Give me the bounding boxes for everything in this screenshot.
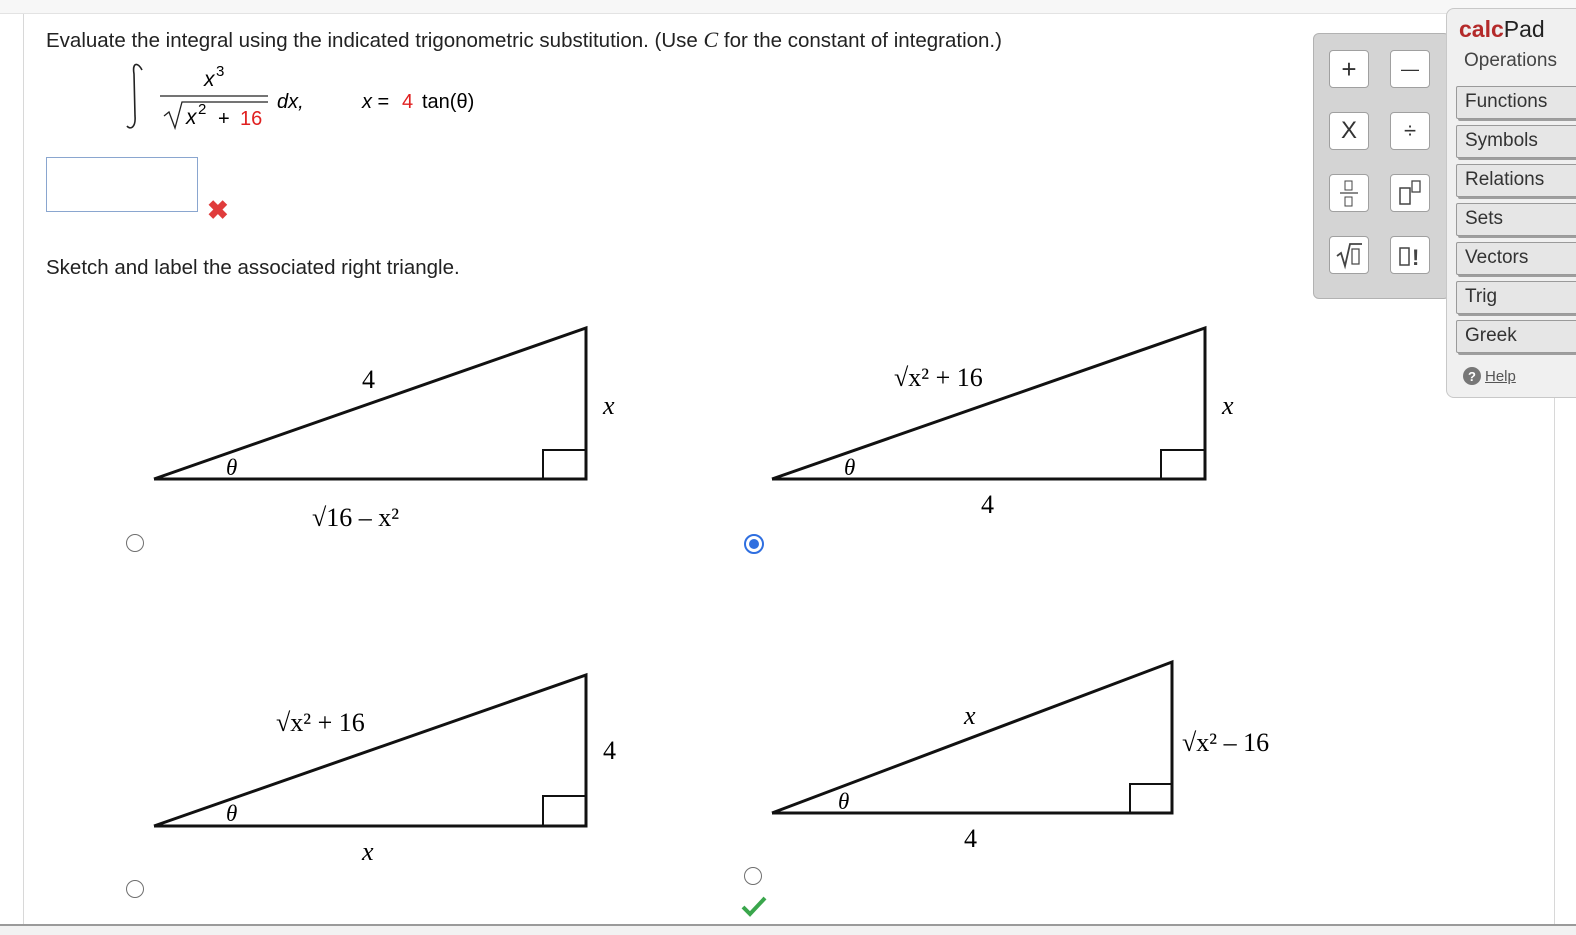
hypotenuse-label: √x² + 16 <box>276 708 365 737</box>
substitution-lhs: x = <box>362 91 390 113</box>
opposite-label: x <box>1222 391 1234 420</box>
option-3-radio[interactable] <box>126 880 144 898</box>
option-1-radio[interactable] <box>126 534 144 552</box>
top-border <box>0 0 1576 14</box>
multiply-button[interactable] <box>1329 112 1369 150</box>
math-toolbar <box>1313 33 1450 299</box>
divide-label: ÷ <box>1403 118 1417 143</box>
substitution-coef: 4 <box>402 91 414 113</box>
triangle-shape <box>154 328 586 479</box>
multiply-label: X <box>1340 117 1357 144</box>
fraction-icon <box>1337 178 1361 208</box>
triangle-shape <box>154 675 586 826</box>
differential: dx, <box>277 91 304 113</box>
answer-input[interactable] <box>46 157 198 212</box>
triangle-option-4 <box>760 650 1320 870</box>
adjacent-label: 4 <box>981 490 994 519</box>
divide-button[interactable] <box>1390 112 1430 150</box>
angle-label: θ <box>838 789 850 814</box>
adjacent-label: 4 <box>964 824 977 853</box>
triangle-option-1 <box>140 310 660 550</box>
denominator-const: 16 <box>240 108 263 130</box>
tab-vectors[interactable]: Vectors <box>1456 242 1576 275</box>
integral-svg <box>120 56 520 136</box>
svg-text:!: ! <box>1412 245 1420 270</box>
integral-sign <box>127 64 142 127</box>
sqrt-icon <box>1334 240 1364 270</box>
sketch-prompt: Sketch and label the associated right triangle. <box>46 256 460 279</box>
plus-button[interactable] <box>1329 50 1369 88</box>
right-angle-marker <box>543 450 586 479</box>
hypotenuse-label: x <box>964 701 976 730</box>
hypotenuse-label: 4 <box>362 365 375 394</box>
help-label: Help <box>1485 367 1516 385</box>
factorial-icon <box>1396 240 1424 270</box>
triangle-option-2 <box>760 310 1280 550</box>
exponent-icon <box>1397 178 1423 208</box>
tab-symbols[interactable]: Symbols <box>1456 125 1576 158</box>
denominator-plus: + <box>218 108 230 130</box>
opposite-label: √x² – 16 <box>1182 728 1270 757</box>
question-instruction: Evaluate the integral using the indicated trigonometric substitution. (Use C for the constant of integration.) <box>46 27 1002 52</box>
help-link[interactable] <box>1463 367 1516 385</box>
adjacent-label: √16 – x² <box>312 503 400 532</box>
opposite-label: x <box>603 391 615 420</box>
denominator-x: x <box>186 106 197 129</box>
right-angle-marker <box>1161 450 1205 479</box>
triangle-shape <box>772 328 1205 479</box>
fraction-button[interactable] <box>1329 174 1369 212</box>
help-icon: ? <box>1463 367 1481 385</box>
triangle-shape <box>772 662 1172 813</box>
tab-relations[interactable]: Relations <box>1456 164 1576 197</box>
plus-label: + <box>1341 53 1357 84</box>
tab-trig[interactable]: Trig <box>1456 281 1576 314</box>
option-4-radio[interactable] <box>744 867 762 885</box>
tab-greek[interactable]: Greek <box>1456 320 1576 353</box>
numerator-exponent: 3 <box>216 63 225 80</box>
sqrt-button[interactable] <box>1329 236 1369 274</box>
angle-label: θ <box>226 801 238 826</box>
calcpad-title: calcPad <box>1459 16 1545 42</box>
adjacent-label: x <box>362 837 374 866</box>
minus-button[interactable] <box>1390 50 1430 88</box>
tab-sets[interactable]: Sets <box>1456 203 1576 236</box>
incorrect-icon: ✖ <box>207 195 229 225</box>
option-2-radio[interactable] <box>744 534 764 554</box>
substitution-rhs: tan(θ) <box>422 91 475 113</box>
triangle-option-3 <box>140 660 660 880</box>
bottom-border <box>0 924 1576 935</box>
right-angle-marker <box>543 796 586 826</box>
minus-label: — <box>1401 58 1419 79</box>
right-angle-marker <box>1130 784 1172 813</box>
integral-expression <box>120 56 520 141</box>
numerator-x: x <box>204 68 215 91</box>
denominator-exponent: 2 <box>198 101 207 118</box>
opposite-label: 4 <box>603 736 616 765</box>
exponent-button[interactable] <box>1390 174 1430 212</box>
calcpad-operations-header[interactable]: Operations <box>1464 50 1557 71</box>
tab-functions[interactable]: Functions <box>1456 86 1576 119</box>
factorial-button[interactable] <box>1390 236 1430 274</box>
angle-label: θ <box>844 455 856 480</box>
hypotenuse-label: √x² + 16 <box>894 363 983 392</box>
calcpad-panel <box>1446 8 1576 398</box>
correct-check-icon <box>741 895 767 917</box>
angle-label: θ <box>226 455 238 480</box>
